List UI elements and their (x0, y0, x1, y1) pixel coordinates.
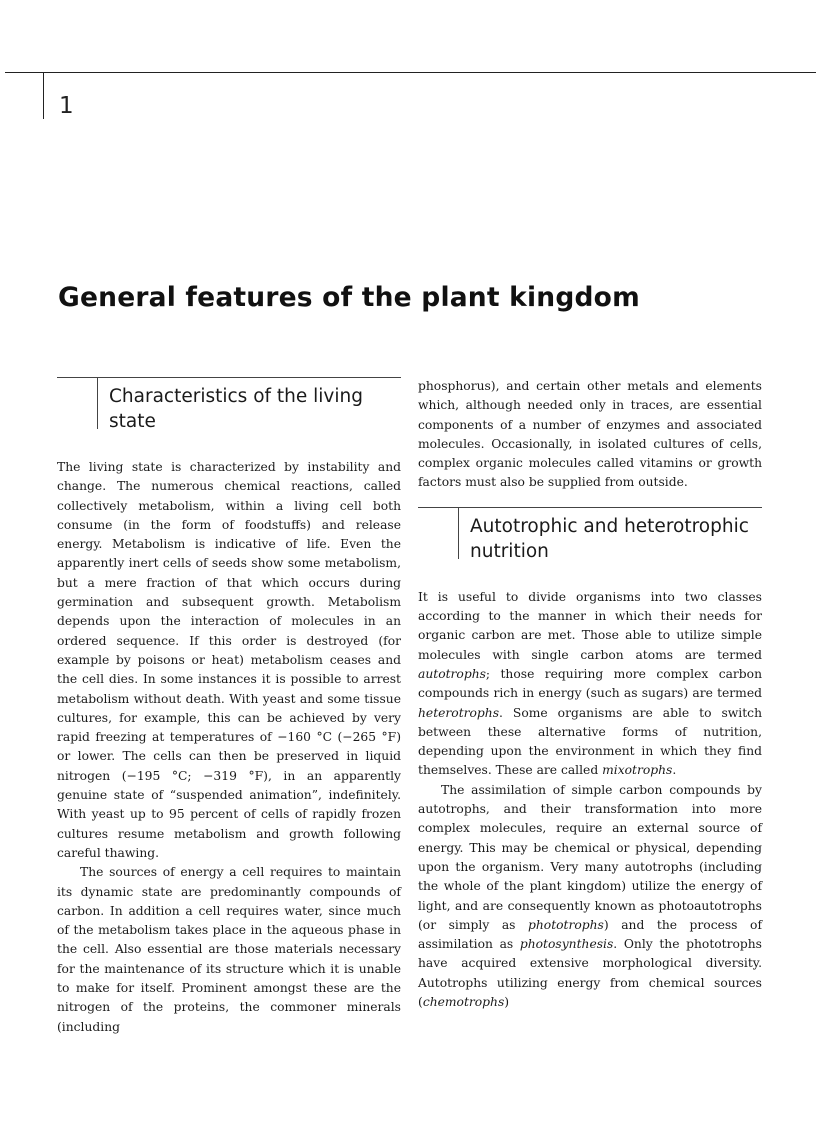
term-photosynthesis: photosynthesis (519, 937, 614, 952)
body-paragraph: It is useful to divide organisms into two classes according to the manner in which their needs for organic carbon are met. Those able to utilize simple molecules with single carbon atoms are termed autotrophs; those requiring more complex carbon compounds rich in energy (such as sugars) are termed heterotrophs. Some organisms are able to switch between these alternative forms of nutrition, depending upon the environment in which they find themselves. These are called mixotrophs. (418, 589, 762, 778)
body-paragraph: The living state is characterized by instability and change. The numerous chemical reactions, called collectively metabolism, within a living cell both consume (in the form of foodstuffs) and release energy. Metabolism is indicative of life. Even the apparently inert cells of seeds show some metabolism, but a mere fraction of that which occurs during germination and subsequent growth. Metabolism depends upon the interaction of molecules in an ordered sequence. If this order is destroyed (for example by poisons or heat) metabolism ceases and the cell dies. In some instances it is possible to arrest metabolism without death. With yeast and some tissue cultures, for example, this can be achieved by very rapid freezing at temperatures of −160 °C (−265 °F) or lower. The cells can then be preserved in liquid nitrogen (−195 °C; −319 °F), in an apparently genuine state of “suspended animation”, indefinitely. With yeast up to 95 percent of cells of rapidly frozen cultures resume metabolism and growth following careful thawing. (57, 460, 401, 860)
section-heading-bar (97, 378, 98, 429)
term-chemotrophs: chemotrophs (422, 995, 505, 1010)
right-column (418, 377, 762, 1012)
chapter-marker-bar (43, 72, 44, 119)
term-phototrophs: phototrophs (528, 917, 604, 932)
section-heading-block (57, 377, 401, 458)
left-column (57, 377, 401, 1037)
term-mixotrophs: mixotrophs (602, 763, 673, 778)
section-heading-bar (458, 508, 459, 559)
section-heading-block (418, 507, 762, 588)
body-paragraph-continuation: phosphorus), and certain other metals and elements which, although needed only in traces, are essential components of a number of enzymes and associated molecules. Occasionally, in isolated cultures of cells, complex organic molecules called vitamins or growth factors must also be supplied from outside. (418, 379, 762, 490)
section-heading: Characteristics of the living state (109, 386, 363, 432)
body-paragraph: The assimilation of simple carbon compounds by autotrophs, and their transformation into more complex molecules, require an external source of energy. This may be chemical or physical, depending upon the organism. Very many autotrophs (including the whole of the plant kingdom) utilize the energy of light, and are consequently known as photoautotrophs (or simply as phototrophs) and the process of assimilation as photosynthesis. Only the phototrophs have acquired extensive morphological diversity. Autotrophs utilizing energy from chemical sources (chemotrophs) (418, 782, 762, 1010)
chapter-title: General features of the plant kingdom (58, 282, 640, 313)
term-heterotrophs: heterotrophs (418, 705, 500, 720)
chapter-number: 1 (59, 93, 74, 119)
header-rule (5, 72, 816, 73)
body-paragraph: The sources of energy a cell requires to maintain its dynamic state are predominantly compounds of carbon. In addition a cell requires water, since much of the metabolism takes place in the aqueous phase in the cell. Also essential are those materials necessary for the maintenance of its structure which it is unable to make for itself. Prominent amongst these are the nitrogen of the proteins, the commoner minerals (including (57, 865, 401, 1034)
term-autotrophs: autotrophs (418, 666, 486, 681)
section-heading: Autotrophic and heterotrophic nutrition (470, 515, 749, 562)
